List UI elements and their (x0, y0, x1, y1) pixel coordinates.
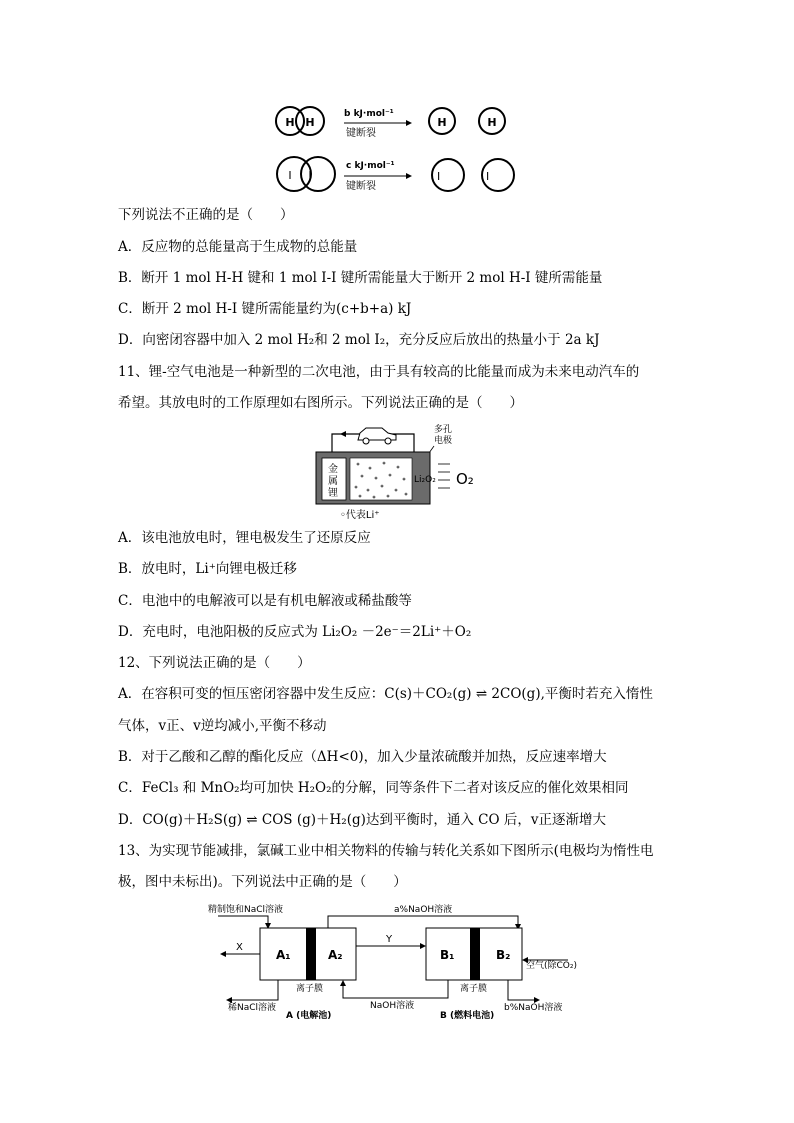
bond-break-label: 键断裂 (346, 128, 376, 139)
svg-text:锂: 锂 (328, 488, 338, 499)
q11-option-c: C．电池中的电解液可以是有机电解液或稀盐酸等 (118, 593, 412, 609)
q13-stem-line1: 13、为实现节能减排，氯碱工业中相关物料的传输与转化关系如下图所示(电极均为惰性电 (118, 843, 654, 859)
svg-text:属: 属 (328, 476, 338, 487)
battery-figure (310, 420, 500, 525)
q10-option-b: B．断开 1 mol H-H 键和 1 mol I-I 键所需能量大于断开 2 mol H-I 键所需能量 (118, 270, 603, 286)
h-bond-energy: b kJ·mol⁻¹ (344, 109, 394, 119)
q12-option-a-line1: A．在容积可变的恒压密闭容器中发生反应：C(s)＋CO₂(g) ⇌ 2CO(g),平衡时若充入惰性 (118, 686, 653, 702)
q12-stem: 12、下列说法正确的是（ ） (118, 655, 311, 671)
svg-text:B₁: B₁ (440, 948, 455, 962)
svg-text:b%NaOH溶液: b%NaOH溶液 (504, 1003, 563, 1013)
svg-text:A₁: A₁ (276, 948, 291, 962)
o2-label: O₂ (456, 470, 474, 488)
q12-option-d: D．CO(g)＋H₂S(g) ⇌ COS (g)＋H₂(g)达到平衡时，通入 CO 后，v正逐渐增大 (118, 812, 606, 828)
bond-breaking-figure (270, 96, 530, 196)
h-atom-label: H (437, 116, 447, 129)
h-atom-label: H (305, 116, 315, 129)
chlor-alkali-figure (208, 900, 588, 1020)
q12-option-a-line2: 气体，v正、v逆均减小,平衡不移动 (118, 718, 327, 734)
svg-text:X: X (236, 942, 243, 953)
svg-text:稀NaCl溶液: 稀NaCl溶液 (228, 1003, 277, 1013)
q11-option-a: A．该电池放电时，锂电极发生了还原反应 (118, 530, 371, 546)
feed-nacl-label: 精制饱和NaCl溶液 (208, 905, 284, 915)
q10-option-c: C．断开 2 mol H-I 键所需能量约为(c+b+a) kJ (118, 301, 412, 317)
i-atom-label: I (486, 170, 490, 183)
svg-text:离子膜: 离子膜 (296, 984, 324, 994)
q12-option-b: B．对于乙酸和乙醇的酯化反应（ΔH<0)，加入少量浓硫酸并加热，反应速率增大 (118, 749, 607, 765)
bond-break-label: 键断裂 (346, 181, 376, 192)
svg-text:A (电解池): A (电解池) (286, 1011, 332, 1020)
i-bond-energy: c kJ·mol⁻¹ (346, 161, 395, 171)
q10-stem: 下列说法不正确的是（ ） (118, 207, 294, 223)
svg-text:离子膜: 离子膜 (460, 984, 488, 994)
q11-stem-line2: 希望。其放电时的工作原理如右图所示。下列说法正确的是（ ） (118, 395, 523, 411)
svg-text:B (燃料电池): B (燃料电池) (440, 1011, 495, 1020)
q10-option-d: D．向密闭容器中加入 2 mol H₂和 2 mol I₂，充分反应后放出的热量小于 2a kJ (118, 332, 600, 348)
q10-option-a: A．反应物的总能量高于生成物的总能量 (118, 239, 358, 255)
i-atom-label: I (308, 169, 312, 182)
membrane-a (306, 928, 316, 980)
q11-option-d: D．充电时，电池阳极的反应式为 Li₂O₂ －2e⁻＝2Li⁺＋O₂ (118, 624, 472, 640)
svg-text:Y: Y (386, 934, 393, 945)
svg-text:金: 金 (328, 464, 338, 475)
li2o2-label: Li₂O₂ (414, 475, 436, 485)
membrane-b (470, 928, 480, 980)
q12-option-c: C．FeCl₃ 和 MnO₂均可加快 H₂O₂的分解，同等条件下二者对该反应的催化效果相同 (118, 780, 629, 796)
i-atom-label: I (288, 169, 292, 182)
svg-text:NaOH溶液: NaOH溶液 (370, 1001, 415, 1011)
h-atom-label: H (285, 116, 295, 129)
svg-text:A₂: A₂ (328, 948, 343, 962)
li-ion-legend: ◦代表Li⁺ (340, 510, 380, 521)
porous-electrode-label: 电极 (434, 436, 453, 446)
car-icon (358, 428, 396, 440)
i-atom-label: I (437, 170, 441, 183)
q11-option-b: B．放电时，Li⁺向锂电极迁移 (118, 561, 297, 577)
q11-stem-line1: 11、锂-空气电池是一种新型的二次电池，由于具有较高的比能量而成为未来电动汽车的 (118, 364, 640, 380)
svg-text:B₂: B₂ (496, 948, 511, 962)
feed-naoh-a-label: a%NaOH溶液 (394, 905, 453, 915)
h-atom-label: H (487, 116, 497, 129)
q13-stem-line2: 极，图中未标出)。下列说法中正确的是（ ） (118, 874, 407, 890)
porous-electrode-label: 多孔 (434, 425, 453, 435)
air-label: 空气(除CO₂) (526, 961, 577, 971)
